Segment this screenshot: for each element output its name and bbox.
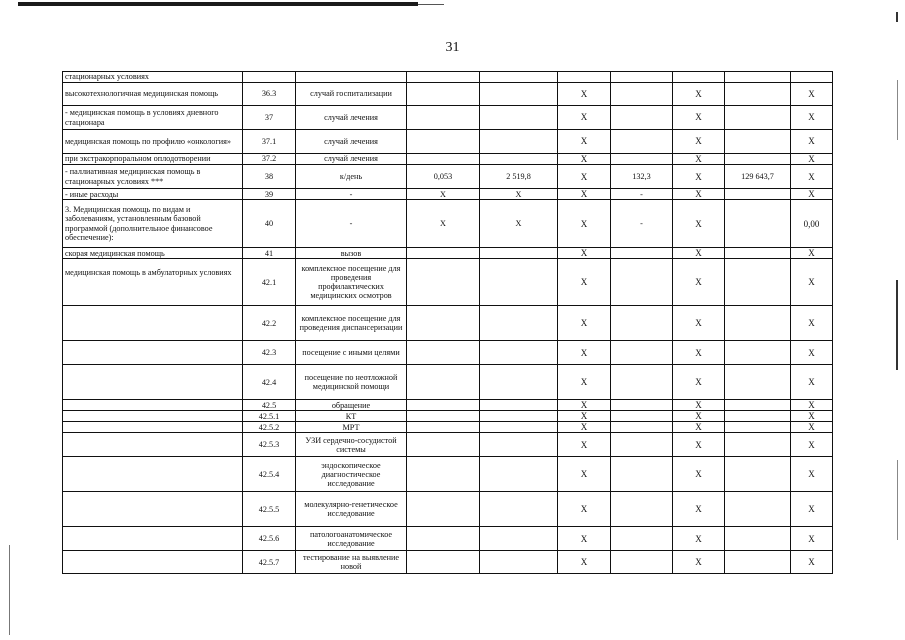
cell-col7 <box>611 106 673 130</box>
cell-col8: X <box>673 165 725 189</box>
cell-col4 <box>407 306 480 341</box>
cell-col5: X <box>480 189 558 200</box>
row-code: 42.5.6 <box>243 527 296 551</box>
cell-col8: X <box>673 259 725 306</box>
row-code: 42.5.2 <box>243 422 296 433</box>
cell-col5 <box>480 411 558 422</box>
scan-edge-mark <box>897 460 898 540</box>
cell-col4 <box>407 433 480 457</box>
row-name <box>63 411 243 422</box>
row-name: стационарных условиях <box>63 72 243 83</box>
row-code: 42.5.4 <box>243 457 296 492</box>
row-unit: случай лечения <box>296 154 407 165</box>
cell-col8: X <box>673 189 725 200</box>
cell-col8: X <box>673 341 725 365</box>
cell-col9 <box>725 200 791 248</box>
cell-col6: X <box>558 341 611 365</box>
cell-col10: X <box>791 341 833 365</box>
row-code: 42.4 <box>243 365 296 400</box>
scan-edge-mark <box>9 545 10 635</box>
table-row <box>63 400 833 411</box>
cell-col5 <box>480 365 558 400</box>
cell-col8: X <box>673 400 725 411</box>
scan-edge-mark <box>896 12 898 22</box>
cell-col4: X <box>407 200 480 248</box>
document-table <box>62 71 833 574</box>
cell-col6: X <box>558 154 611 165</box>
scan-top-bar <box>18 2 418 6</box>
cell-col7 <box>611 433 673 457</box>
table-row <box>63 189 833 200</box>
cell-col10: X <box>791 106 833 130</box>
cell-col6: X <box>558 130 611 154</box>
cell-col7 <box>611 154 673 165</box>
cell-col5 <box>480 72 558 83</box>
cell-col4 <box>407 411 480 422</box>
cell-col6: X <box>558 106 611 130</box>
cell-col8: X <box>673 130 725 154</box>
cell-col5 <box>480 248 558 259</box>
row-unit: случай госпитализации <box>296 83 407 106</box>
cell-col8: X <box>673 492 725 527</box>
table-row <box>63 154 833 165</box>
cell-col6: X <box>558 400 611 411</box>
cell-col10: X <box>791 259 833 306</box>
cell-col7 <box>611 83 673 106</box>
cell-col5: 2 519,8 <box>480 165 558 189</box>
cell-col7 <box>611 248 673 259</box>
cell-col10: X <box>791 400 833 411</box>
table-row <box>63 492 833 527</box>
cell-col8: X <box>673 457 725 492</box>
table-row <box>63 365 833 400</box>
cell-col8: X <box>673 83 725 106</box>
cell-col8: X <box>673 248 725 259</box>
cell-col7 <box>611 400 673 411</box>
row-name: 3. Медицинская помощь по видам и заболеваниям, установленным базовой программой (дополнительное финансовое обеспечение): <box>63 200 243 248</box>
cell-col7: 132,3 <box>611 165 673 189</box>
cell-col9 <box>725 365 791 400</box>
table-row <box>63 248 833 259</box>
row-code: 42.5.3 <box>243 433 296 457</box>
row-unit: эндоскопическое диагностическое исследование <box>296 457 407 492</box>
cell-col10: X <box>791 365 833 400</box>
cell-col5 <box>480 527 558 551</box>
scan-edge-mark <box>897 80 898 140</box>
cell-col7 <box>611 551 673 574</box>
table-row <box>63 200 833 248</box>
table-row <box>63 433 833 457</box>
row-code: 38 <box>243 165 296 189</box>
cell-col9 <box>725 306 791 341</box>
cell-col5 <box>480 106 558 130</box>
cell-col4 <box>407 130 480 154</box>
table-row <box>63 259 833 306</box>
cell-col4 <box>407 400 480 411</box>
cell-col7 <box>611 306 673 341</box>
row-code: 42.5.5 <box>243 492 296 527</box>
cell-col5 <box>480 259 558 306</box>
cell-col5 <box>480 551 558 574</box>
cell-col7 <box>611 365 673 400</box>
cell-col9 <box>725 154 791 165</box>
cell-col8: X <box>673 106 725 130</box>
row-unit: посещение с иными целями <box>296 341 407 365</box>
row-unit: вызов <box>296 248 407 259</box>
page-number: 31 <box>445 40 460 55</box>
cell-col10: X <box>791 189 833 200</box>
cell-col10: X <box>791 551 833 574</box>
cell-col5 <box>480 457 558 492</box>
row-unit: комплексное посещение для проведения диспансеризации <box>296 306 407 341</box>
cell-col8: X <box>673 422 725 433</box>
cell-col5 <box>480 400 558 411</box>
cell-col7 <box>611 411 673 422</box>
row-code <box>243 72 296 83</box>
cell-col5 <box>480 306 558 341</box>
cell-col10: X <box>791 130 833 154</box>
cell-col6: X <box>558 259 611 306</box>
cell-col10: X <box>791 457 833 492</box>
cell-col4 <box>407 492 480 527</box>
cell-col4 <box>407 248 480 259</box>
cell-col7 <box>611 130 673 154</box>
cell-col9: 129 643,7 <box>725 165 791 189</box>
cell-col6: X <box>558 189 611 200</box>
row-code: 42.5.1 <box>243 411 296 422</box>
cell-col5 <box>480 130 558 154</box>
row-unit: тестирование на выявление новой <box>296 551 407 574</box>
cell-col6: X <box>558 433 611 457</box>
row-name <box>63 400 243 411</box>
cell-col6: X <box>558 551 611 574</box>
cell-col5 <box>480 341 558 365</box>
scan-edge-mark <box>896 280 898 370</box>
row-code: 40 <box>243 200 296 248</box>
scan-top-line <box>418 4 444 5</box>
cell-col10: X <box>791 422 833 433</box>
cell-col10: X <box>791 306 833 341</box>
row-name <box>63 527 243 551</box>
row-name <box>63 422 243 433</box>
row-name <box>63 365 243 400</box>
row-code: 42.5 <box>243 400 296 411</box>
row-unit: комплексное посещение для проведения профилактических медицинских осмотров <box>296 259 407 306</box>
row-name <box>63 457 243 492</box>
row-unit: патологоанатомическое исследование <box>296 527 407 551</box>
cell-col10: X <box>791 411 833 422</box>
cell-col4 <box>407 72 480 83</box>
cell-col8: X <box>673 527 725 551</box>
cell-col9 <box>725 527 791 551</box>
cell-col10: X <box>791 492 833 527</box>
row-name: при экстракорпоральном оплодотворении <box>63 154 243 165</box>
cell-col7 <box>611 341 673 365</box>
row-unit: - <box>296 189 407 200</box>
cell-col10: 0,00 <box>791 200 833 248</box>
cell-col10: X <box>791 165 833 189</box>
cell-col9 <box>725 400 791 411</box>
cell-col5: X <box>480 200 558 248</box>
row-name <box>63 433 243 457</box>
cell-col8: X <box>673 365 725 400</box>
cell-col8 <box>673 72 725 83</box>
cell-col5 <box>480 422 558 433</box>
table-row <box>63 551 833 574</box>
cell-col6: X <box>558 365 611 400</box>
cell-col6: X <box>558 306 611 341</box>
cell-col10: X <box>791 83 833 106</box>
cell-col6 <box>558 72 611 83</box>
cell-col5 <box>480 433 558 457</box>
row-name: - паллиативная медицинская помощь в стационарных условиях *** <box>63 165 243 189</box>
row-name: медицинская помощь в амбулаторных условиях <box>63 259 243 306</box>
table-row <box>63 106 833 130</box>
row-name <box>63 306 243 341</box>
row-code: 37.2 <box>243 154 296 165</box>
cell-col4 <box>407 527 480 551</box>
row-name <box>63 551 243 574</box>
cell-col6: X <box>558 411 611 422</box>
cell-col9 <box>725 492 791 527</box>
row-unit: МРТ <box>296 422 407 433</box>
cell-col9 <box>725 106 791 130</box>
cell-col7 <box>611 527 673 551</box>
row-unit: посещение по неотложной медицинской помощи <box>296 365 407 400</box>
cell-col6: X <box>558 165 611 189</box>
cell-col4: X <box>407 189 480 200</box>
cell-col5 <box>480 154 558 165</box>
cell-col9 <box>725 72 791 83</box>
cell-col4 <box>407 551 480 574</box>
table-row <box>63 306 833 341</box>
row-unit: случай лечения <box>296 130 407 154</box>
row-unit: к/день <box>296 165 407 189</box>
cell-col9 <box>725 189 791 200</box>
cell-col8: X <box>673 411 725 422</box>
row-name <box>63 341 243 365</box>
cell-col6: X <box>558 422 611 433</box>
row-unit: КТ <box>296 411 407 422</box>
cell-col9 <box>725 130 791 154</box>
cell-col6: X <box>558 527 611 551</box>
cell-col10: X <box>791 433 833 457</box>
row-unit <box>296 72 407 83</box>
cell-col9 <box>725 457 791 492</box>
cell-col8: X <box>673 154 725 165</box>
table-row <box>63 130 833 154</box>
row-name: - иные расходы <box>63 189 243 200</box>
table-row <box>63 457 833 492</box>
table-row <box>63 165 833 189</box>
cell-col8: X <box>673 306 725 341</box>
cell-col4: 0,053 <box>407 165 480 189</box>
cell-col6: X <box>558 200 611 248</box>
row-code: 42.1 <box>243 259 296 306</box>
row-code: 37.1 <box>243 130 296 154</box>
cell-col7 <box>611 457 673 492</box>
cell-col9 <box>725 341 791 365</box>
cell-col9 <box>725 433 791 457</box>
cell-col6: X <box>558 248 611 259</box>
table-row <box>63 527 833 551</box>
cell-col10: X <box>791 527 833 551</box>
row-code: 41 <box>243 248 296 259</box>
cell-col6: X <box>558 492 611 527</box>
cell-col4 <box>407 341 480 365</box>
table-row <box>63 72 833 83</box>
cell-col9 <box>725 248 791 259</box>
cell-col4 <box>407 106 480 130</box>
row-code: 42.5.7 <box>243 551 296 574</box>
row-name: - медицинская помощь в условиях дневного стационара <box>63 106 243 130</box>
cell-col4 <box>407 83 480 106</box>
table-row <box>63 341 833 365</box>
cell-col7: - <box>611 200 673 248</box>
cell-col7: - <box>611 189 673 200</box>
row-name: медицинская помощь по профилю «онкология» <box>63 130 243 154</box>
cell-col9 <box>725 411 791 422</box>
cell-col4 <box>407 365 480 400</box>
table-row <box>63 83 833 106</box>
row-name <box>63 492 243 527</box>
cell-col4 <box>407 457 480 492</box>
cell-col8: X <box>673 433 725 457</box>
cell-col4 <box>407 422 480 433</box>
row-unit: УЗИ сердечно-сосудистой системы <box>296 433 407 457</box>
cell-col7 <box>611 422 673 433</box>
cell-col9 <box>725 259 791 306</box>
cell-col5 <box>480 492 558 527</box>
cell-col7 <box>611 492 673 527</box>
cell-col6: X <box>558 83 611 106</box>
cell-col9 <box>725 422 791 433</box>
cell-col9 <box>725 551 791 574</box>
row-code: 42.3 <box>243 341 296 365</box>
table-row <box>63 411 833 422</box>
cell-col6: X <box>558 457 611 492</box>
cell-col8: X <box>673 551 725 574</box>
cell-col5 <box>480 83 558 106</box>
row-unit: случай лечения <box>296 106 407 130</box>
cell-col7 <box>611 259 673 306</box>
row-code: 37 <box>243 106 296 130</box>
cell-col10 <box>791 72 833 83</box>
row-unit: - <box>296 200 407 248</box>
row-name: высокотехнологичная медицинская помощь <box>63 83 243 106</box>
cell-col10: X <box>791 248 833 259</box>
cell-col9 <box>725 83 791 106</box>
row-unit: молекулярно-генетическое исследование <box>296 492 407 527</box>
cell-col4 <box>407 259 480 306</box>
row-code: 39 <box>243 189 296 200</box>
table-row <box>63 422 833 433</box>
cell-col8: X <box>673 200 725 248</box>
cell-col7 <box>611 72 673 83</box>
row-code: 36.3 <box>243 83 296 106</box>
cell-col4 <box>407 154 480 165</box>
row-unit: обращение <box>296 400 407 411</box>
cell-col10: X <box>791 154 833 165</box>
row-name: скорая медицинская помощь <box>63 248 243 259</box>
row-code: 42.2 <box>243 306 296 341</box>
